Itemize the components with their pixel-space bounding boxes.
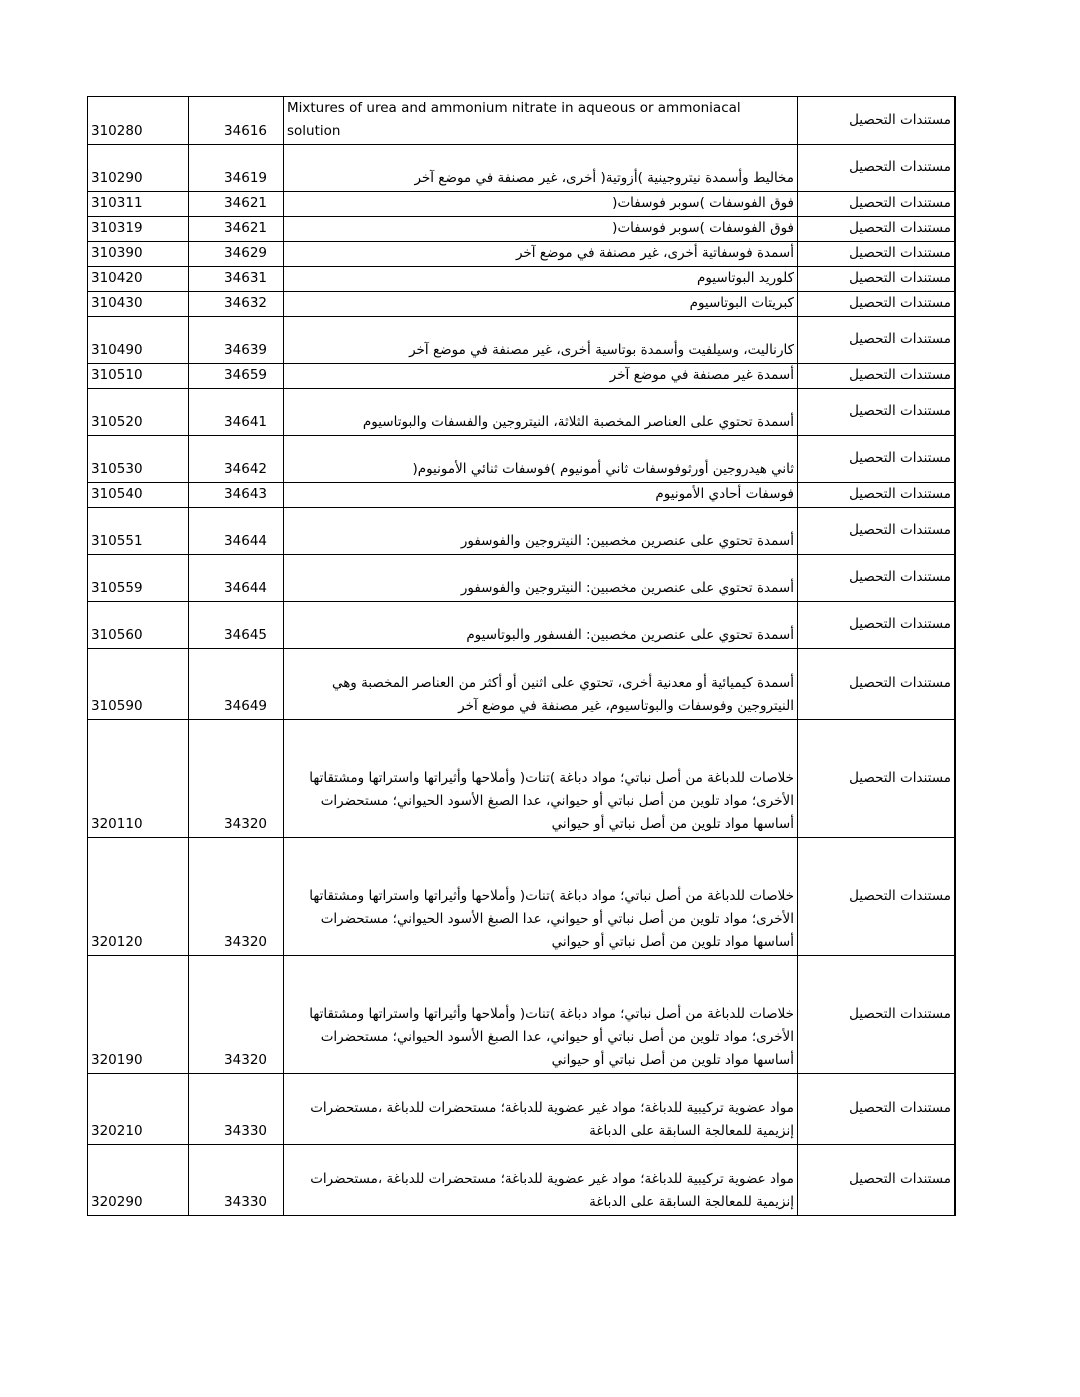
table-row xyxy=(88,292,956,317)
tariff-number-cell: 34649 xyxy=(189,649,284,720)
tariff-number-cell: 34643 xyxy=(189,483,284,508)
table-row xyxy=(88,508,956,555)
table-row xyxy=(88,838,956,956)
description-cell: خلاصات للدباغة من أصل نباتي؛ مواد دباغة )تنات( وأملاحها وأثيراتها واستراتها ومشتقاتها الأخرى؛ مواد تلوين من أصل نباتي أو حيواني، عدا الصبغ الأسود الحيواني؛ مستحضرات أساسها مواد تلوين من أصل نباتي أو حيواني xyxy=(284,838,798,956)
hs-code-cell: 310559 xyxy=(88,555,189,602)
tariff-number-cell: 34642 xyxy=(189,436,284,483)
description-cell: خلاصات للدباغة من أصل نباتي؛ مواد دباغة )تنات( وأملاحها وأثيراتها واستراتها ومشتقاتها الأخرى؛ مواد تلوين من أصل نباتي أو حيواني، عدا الصبغ الأسود الحيواني؛ مستحضرات أساسها مواد تلوين من أصل نباتي أو حيواني xyxy=(284,956,798,1074)
required-document-cell: مستندات التحصيل xyxy=(798,389,956,436)
description-cell: فوق الفوسفات )سوبر فوسفات( xyxy=(284,192,798,217)
table-row xyxy=(88,192,956,217)
description-cell: Mixtures of urea and ammonium nitrate in aqueous or ammoniacal solution xyxy=(284,97,798,145)
required-document-cell: مستندات التحصيل xyxy=(798,217,956,242)
required-document-cell: مستندات التحصيل xyxy=(798,956,956,1074)
tariff-number-cell: 34621 xyxy=(189,217,284,242)
required-document-cell: مستندات التحصيل xyxy=(798,267,956,292)
required-document-cell: مستندات التحصيل xyxy=(798,436,956,483)
table-row xyxy=(88,364,956,389)
hs-code-cell: 310560 xyxy=(88,602,189,649)
table-row xyxy=(88,389,956,436)
tariff-number-cell: 34631 xyxy=(189,267,284,292)
required-document-cell: مستندات التحصيل xyxy=(798,555,956,602)
hs-code-cell: 320120 xyxy=(88,838,189,956)
table-row xyxy=(88,267,956,292)
description-cell: خلاصات للدباغة من أصل نباتي؛ مواد دباغة )تنات( وأملاحها وأثيراتها واستراتها ومشتقاتها الأخرى؛ مواد تلوين من أصل نباتي أو حيواني، عدا الصبغ الأسود الحيواني؛ مستحضرات أساسها مواد تلوين من أصل نباتي أو حيواني xyxy=(284,720,798,838)
hs-code-cell: 310290 xyxy=(88,145,189,192)
description-cell: فوسفات أحادي الأمونيوم xyxy=(284,483,798,508)
tariff-table-body xyxy=(88,97,956,1216)
tariff-number-cell: 34641 xyxy=(189,389,284,436)
table-row xyxy=(88,145,956,192)
hs-code-cell: 320210 xyxy=(88,1074,189,1145)
required-document-cell: مستندات التحصيل xyxy=(798,1145,956,1216)
hs-code-cell: 310311 xyxy=(88,192,189,217)
tariff-number-cell: 34639 xyxy=(189,317,284,364)
table-row xyxy=(88,602,956,649)
table-row xyxy=(88,1074,956,1145)
table-row xyxy=(88,97,956,145)
hs-code-cell: 310319 xyxy=(88,217,189,242)
tariff-number-cell: 34621 xyxy=(189,192,284,217)
hs-code-cell: 310551 xyxy=(88,508,189,555)
description-cell: مخاليط وأسمدة نيتروجينية )أزوتية( أخرى، غير مصنفة في موضع آخر xyxy=(284,145,798,192)
hs-code-cell: 310520 xyxy=(88,389,189,436)
tariff-number-cell: 34616 xyxy=(189,97,284,145)
required-document-cell: مستندات التحصيل xyxy=(798,364,956,389)
tariff-number-cell: 34632 xyxy=(189,292,284,317)
tariff-number-cell: 34320 xyxy=(189,720,284,838)
table-row xyxy=(88,483,956,508)
hs-code-cell: 310430 xyxy=(88,292,189,317)
tariff-number-cell: 34330 xyxy=(189,1074,284,1145)
hs-code-cell: 310590 xyxy=(88,649,189,720)
tariff-number-cell: 34644 xyxy=(189,555,284,602)
tariff-number-cell: 34320 xyxy=(189,956,284,1074)
required-document-cell: مستندات التحصيل xyxy=(798,242,956,267)
tariff-number-cell: 34619 xyxy=(189,145,284,192)
description-cell: مواد عضوية تركيبية للدباغة؛ مواد غير عضوية للدباغة؛ مستحضرات للدباغة ،مستحضرات إنزيمية للمعالجة السابقة على الدباغة xyxy=(284,1145,798,1216)
description-cell: أسمدة تحتوي على عنصرين مخصبين: الفسفور والبوتاسيوم xyxy=(284,602,798,649)
table-row xyxy=(88,436,956,483)
required-document-cell: مستندات التحصيل xyxy=(798,1074,956,1145)
required-document-cell: مستندات التحصيل xyxy=(798,483,956,508)
table-row xyxy=(88,720,956,838)
required-document-cell: مستندات التحصيل xyxy=(798,97,956,145)
description-cell: أسمدة تحتوي على عنصرين مخصبين: النيتروجين والفوسفور xyxy=(284,555,798,602)
hs-code-cell: 310530 xyxy=(88,436,189,483)
description-cell: أسمدة غير مصنفة في موضع آخر xyxy=(284,364,798,389)
required-document-cell: مستندات التحصيل xyxy=(798,192,956,217)
required-document-cell: مستندات التحصيل xyxy=(798,838,956,956)
tariff-number-cell: 34659 xyxy=(189,364,284,389)
description-cell: فوق الفوسفات )سوبر فوسفات( xyxy=(284,217,798,242)
description-cell: كبريتات البوتاسيوم xyxy=(284,292,798,317)
required-document-cell: مستندات التحصيل xyxy=(798,602,956,649)
hs-code-cell: 320190 xyxy=(88,956,189,1074)
table-row xyxy=(88,317,956,364)
required-document-cell: مستندات التحصيل xyxy=(798,317,956,364)
hs-code-cell: 320290 xyxy=(88,1145,189,1216)
description-cell: كلوريد البوتاسيوم xyxy=(284,267,798,292)
hs-code-cell: 320110 xyxy=(88,720,189,838)
required-document-cell: مستندات التحصيل xyxy=(798,508,956,555)
table-row xyxy=(88,217,956,242)
required-document-cell: مستندات التحصيل xyxy=(798,720,956,838)
table-row xyxy=(88,649,956,720)
description-cell: أسمدة تحتوي على العناصر المخصبة الثلاثة، النيتروجين والفسفات والبوتاسيوم xyxy=(284,389,798,436)
hs-code-cell: 310390 xyxy=(88,242,189,267)
tariff-number-cell: 34629 xyxy=(189,242,284,267)
hs-code-cell: 310540 xyxy=(88,483,189,508)
required-document-cell: مستندات التحصيل xyxy=(798,292,956,317)
table-row xyxy=(88,956,956,1074)
tariff-number-cell: 34644 xyxy=(189,508,284,555)
table-row xyxy=(88,242,956,267)
tariff-table xyxy=(87,96,956,1216)
description-cell: أسمدة فوسفاتية أخرى، غير مصنفة في موضع آخر xyxy=(284,242,798,267)
tariff-number-cell: 34330 xyxy=(189,1145,284,1216)
hs-code-cell: 310490 xyxy=(88,317,189,364)
description-cell: كارناليت، وسيلفيت وأسمدة بوتاسية أخرى، غير مصنفة في موضع آخر xyxy=(284,317,798,364)
hs-code-cell: 310510 xyxy=(88,364,189,389)
description-cell: ثاني هيدروجين أورثوفوسفات ثاني أمونيوم )فوسفات ثنائي الأمونيوم( xyxy=(284,436,798,483)
tariff-number-cell: 34645 xyxy=(189,602,284,649)
required-document-cell: مستندات التحصيل xyxy=(798,649,956,720)
hs-code-cell: 310280 xyxy=(88,97,189,145)
description-cell: مواد عضوية تركيبية للدباغة؛ مواد غير عضوية للدباغة؛ مستحضرات للدباغة ،مستحضرات إنزيمية للمعالجة السابقة على الدباغة xyxy=(284,1074,798,1145)
description-cell: أسمدة كيميائية أو معدنية أخرى، تحتوي على اثنين أو أكثر من العناصر المخصبة وهي النيتروجين وفوسفات والبوتاسيوم، غير مصنفة في موضع آخر xyxy=(284,649,798,720)
description-cell: أسمدة تحتوي على عنصرين مخصبين: النيتروجين والفوسفور xyxy=(284,508,798,555)
required-document-cell: مستندات التحصيل xyxy=(798,145,956,192)
table-row xyxy=(88,1145,956,1216)
hs-code-cell: 310420 xyxy=(88,267,189,292)
tariff-number-cell: 34320 xyxy=(189,838,284,956)
table-row xyxy=(88,555,956,602)
